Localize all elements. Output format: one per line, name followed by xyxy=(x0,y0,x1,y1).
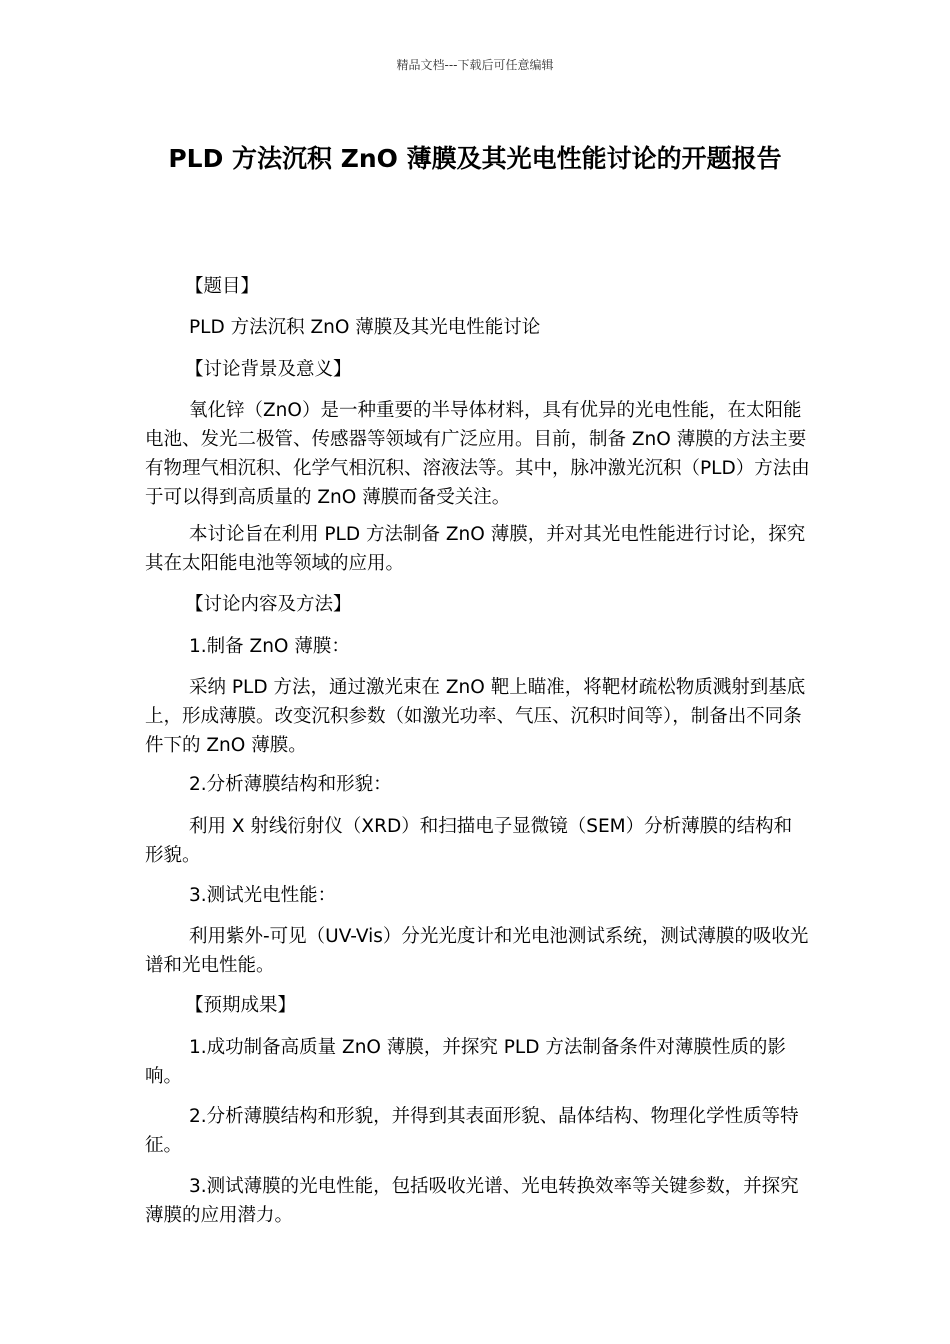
method-2-title: 2.分析薄膜结构和形貌： xyxy=(189,774,392,795)
method-1-title: 1.制备 ZnO 薄膜： xyxy=(189,636,350,657)
topic-text: PLD 方法沉积 ZnO 薄膜及其光电性能讨论 xyxy=(189,317,541,338)
methods-heading: 【讨论内容及方法】 xyxy=(185,594,352,615)
background-paragraph-1: 氧化锌（ZnO）是一种重要的半导体材料，具有优异的光电性能，在太阳能电池、发光二极管、传感器等领域有广泛应用。目前，制备 ZnO 薄膜的方法主要有物理气相沉积、化学气相沉积、溶液法等。其中，脉冲激光沉积（PLD）方法由于可以得到高质量的 ZnO 薄膜而备受关注。 xyxy=(145,400,810,508)
method-3-text: 利用紫外-可见（UV-Vis）分光光度计和光电池测试系统，测试薄膜的吸收光谱和光电性能。 xyxy=(145,926,809,976)
method-1-text: 采纳 PLD 方法，通过激光束在 ZnO 靶上瞄准，将靶材疏松物质溅射到基底上，形成薄膜。改变沉积参数（如激光功率、气压、沉积时间等），制备出不同条件下的 ZnO 薄膜。 xyxy=(145,677,806,756)
method-2-text: 利用 X 射线衍射仪（XRD）和扫描电子显微镜（SEM）分析薄膜的结构和形貌。 xyxy=(145,816,793,866)
header-note: 精品文档---下载后可任意编辑 xyxy=(396,58,554,72)
result-3: 3.测试薄膜的光电性能，包括吸收光谱、光电转换效率等关键参数，并探究薄膜的应用潜力。 xyxy=(145,1176,799,1226)
background-heading: 【讨论背景及意义】 xyxy=(185,359,352,380)
result-2: 2.分析薄膜结构和形貌，并得到其表面形貌、晶体结构、物理化学性质等特征。 xyxy=(145,1106,799,1156)
background-paragraph-2: 本讨论旨在利用 PLD 方法制备 ZnO 薄膜，并对其光电性能进行讨论，探究其在太阳能电池等领域的应用。 xyxy=(145,524,806,574)
result-1: 1.成功制备高质量 ZnO 薄膜，并探究 PLD 方法制备条件对薄膜性质的影响。 xyxy=(145,1037,786,1087)
topic-heading: 【题目】 xyxy=(185,276,260,297)
document-title: PLD 方法沉积 ZnO 薄膜及其光电性能讨论的开题报告 xyxy=(168,144,782,173)
results-heading: 【预期成果】 xyxy=(185,995,297,1016)
method-3-title: 3.测试光电性能： xyxy=(189,885,337,906)
